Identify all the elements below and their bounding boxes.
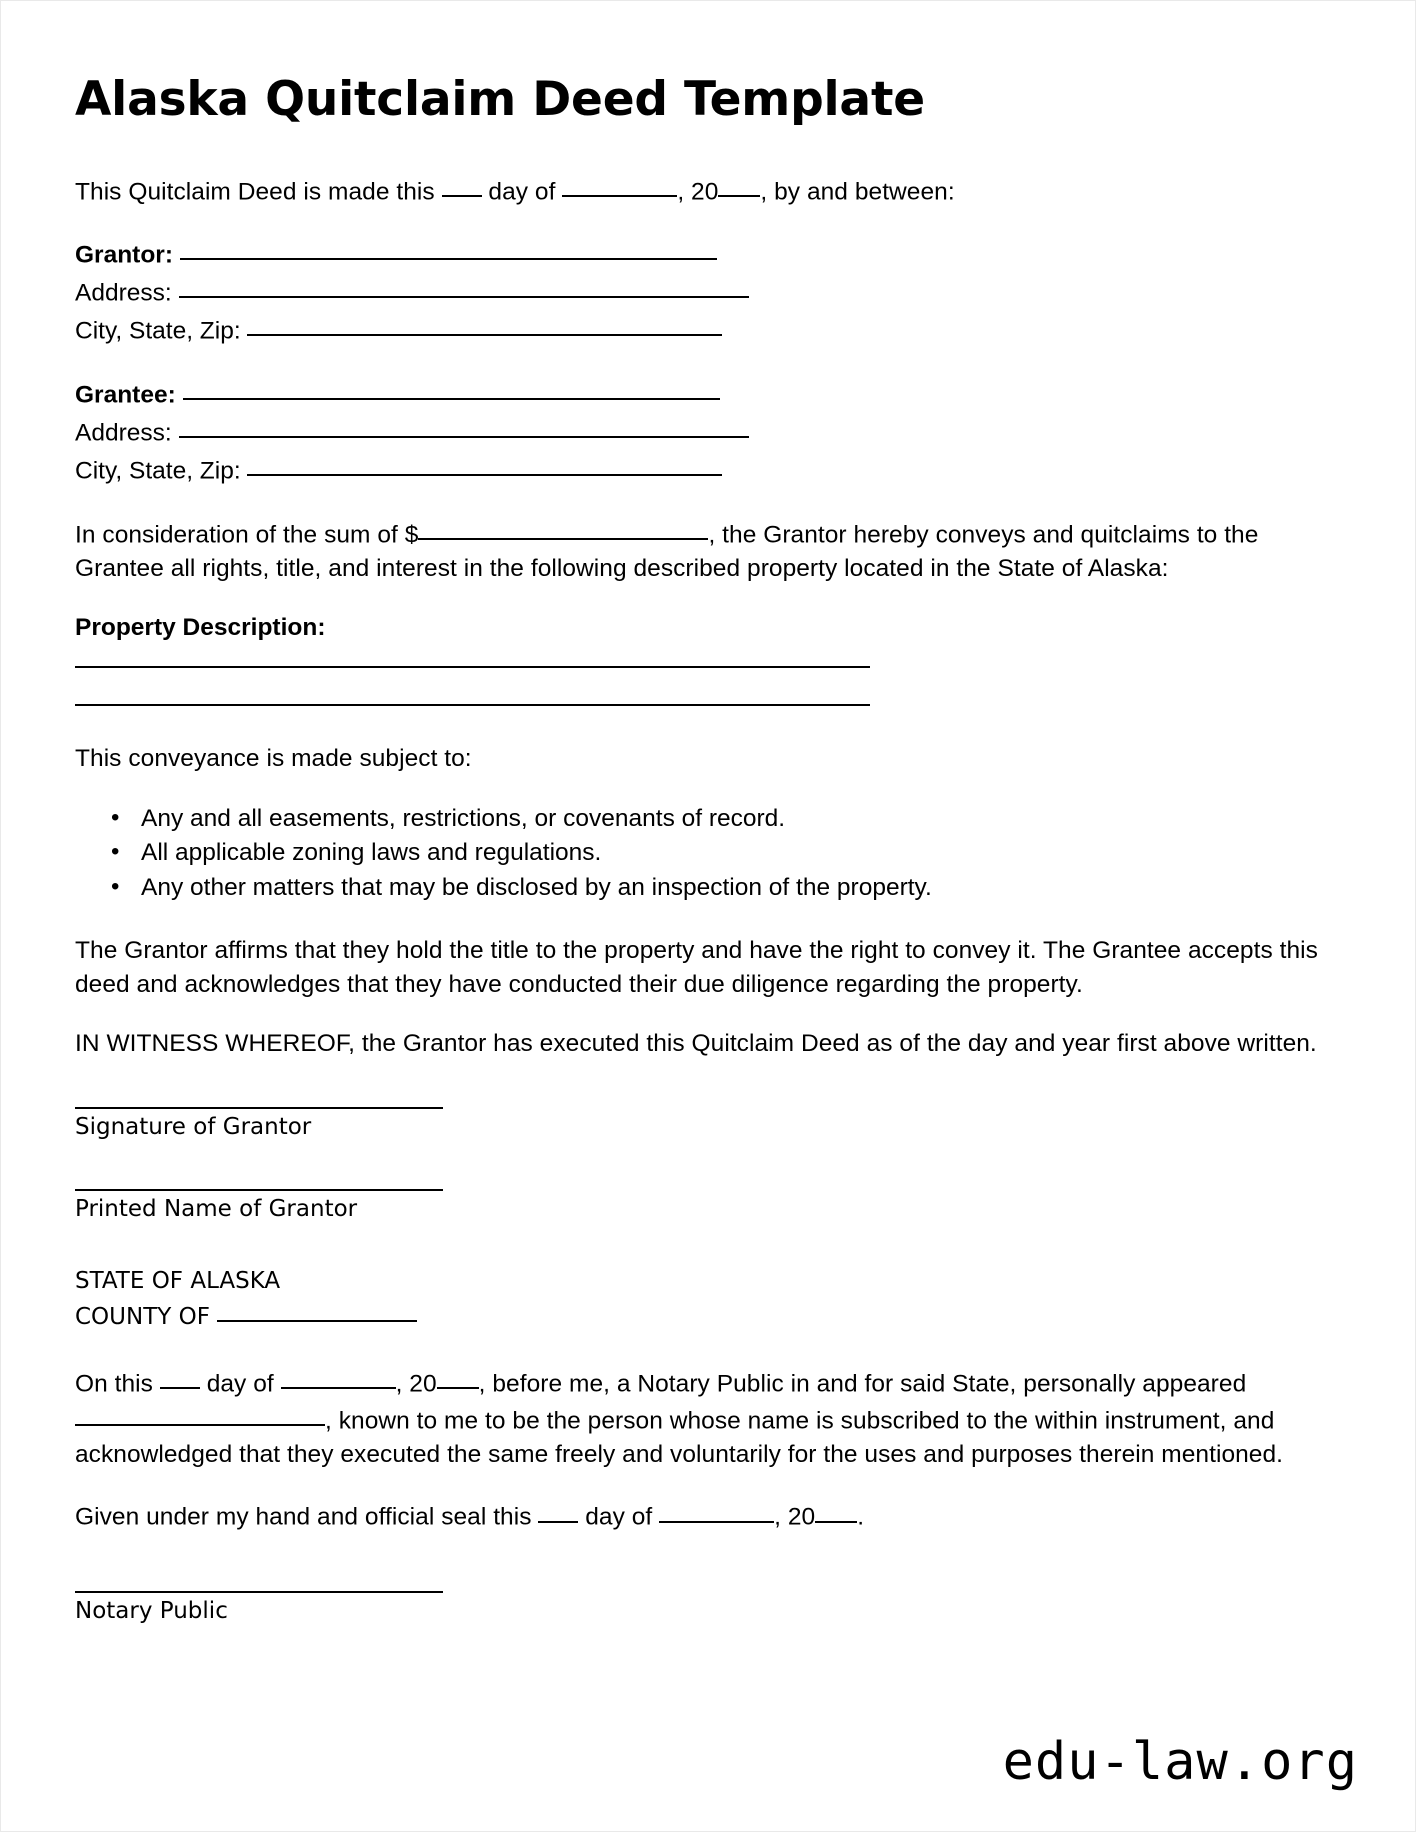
consideration-paragraph xyxy=(75,515,1340,586)
grantor-signature-group xyxy=(75,1107,1340,1143)
seal-month-blank[interactable] xyxy=(659,1497,774,1522)
grantor-signature-line[interactable] xyxy=(75,1107,443,1109)
ack-month-blank[interactable] xyxy=(281,1364,396,1389)
site-watermark: edu-law.org xyxy=(1002,1732,1358,1792)
grantor-address-blank[interactable] xyxy=(179,273,749,298)
grantee-name-blank[interactable] xyxy=(183,375,720,400)
consideration-amount-blank[interactable] xyxy=(418,515,708,540)
grantee-block xyxy=(75,375,1340,489)
seal-seg1: Given under my hand and official seal this xyxy=(75,1503,532,1531)
list-item: • Any and all easements, restrictions, or covenants of record. xyxy=(75,802,1340,837)
ack-seg3: , 20 xyxy=(395,1369,437,1397)
ack-seg1: On this xyxy=(75,1369,153,1397)
list-item: • Any other matters that may be disclosed by an inspection of the property. xyxy=(75,871,1340,906)
grantor-printed-name-caption: Printed Name of Grantor xyxy=(75,1196,358,1223)
list-item: • All applicable zoning laws and regulations. xyxy=(75,836,1340,871)
grantor-printed-name-group xyxy=(75,1189,1340,1225)
grantor-citystatezip-blank[interactable] xyxy=(247,311,722,336)
ack-seg2: day of xyxy=(206,1369,274,1397)
intro-year-prefix: , 20 xyxy=(677,177,719,205)
consideration-before-amount: In consideration of the sum of $ xyxy=(75,521,419,549)
notary-signature-group xyxy=(75,1591,1340,1627)
seal-year-blank[interactable] xyxy=(815,1497,857,1522)
intro-paragraph xyxy=(75,172,1340,209)
intro-year-blank[interactable] xyxy=(718,172,760,197)
property-description-blank-line-2[interactable] xyxy=(75,704,870,706)
seal-paragraph xyxy=(75,1497,1340,1534)
acknowledgment-paragraph xyxy=(75,1364,1340,1472)
grantor-label: Grantor: xyxy=(75,241,173,269)
grantee-citystatezip-row xyxy=(75,451,1340,489)
property-description-heading: Property Description: xyxy=(75,613,326,641)
state-line: STATE OF ALASKA xyxy=(75,1268,281,1295)
intro-before-day: This Quitclaim Deed is made this xyxy=(75,177,435,205)
seal-day-blank[interactable] xyxy=(538,1497,578,1522)
grantee-label: Grantee: xyxy=(75,381,176,409)
grantor-printed-name-line[interactable] xyxy=(75,1189,443,1191)
grantor-citystatezip-label: City, State, Zip: xyxy=(75,317,241,345)
intro-month-blank[interactable] xyxy=(562,172,677,197)
subject-to-intro: This conveyance is made subject to: xyxy=(75,744,472,772)
seal-seg2: day of xyxy=(585,1503,653,1531)
ack-person-blank[interactable] xyxy=(75,1401,325,1426)
county-blank[interactable] xyxy=(217,1298,417,1322)
grantor-citystatezip-row xyxy=(75,311,1340,349)
ack-seg5: , known to me to be the person whose name is subscribed to the within instrument, and acknowledged that they executed the same freely and voluntarily for the uses and purposes therein mentioned. xyxy=(75,1406,1284,1468)
affirmation-paragraph: The Grantor affirms that they hold the title to the property and have the right to convey it. The Grantee accepts this deed and acknowledges that they have conducted their due diligence regarding the property. xyxy=(75,936,1318,998)
county-line xyxy=(75,1298,1340,1334)
witness-paragraph: IN WITNESS WHEREOF, the Grantor has executed this Quitclaim Deed as of the day and year first above written. xyxy=(75,1030,1317,1058)
document-body xyxy=(75,74,1340,1627)
property-description-blank-line-1[interactable] xyxy=(75,666,870,668)
grantee-address-blank[interactable] xyxy=(179,413,749,438)
page-title: Alaska Quitclaim Deed Template xyxy=(75,72,925,127)
county-label: COUNTY OF xyxy=(75,1303,210,1330)
grantee-address-row xyxy=(75,413,1340,451)
grantor-address-label: Address: xyxy=(75,279,172,307)
intro-day-blank[interactable] xyxy=(442,172,482,197)
ack-year-blank[interactable] xyxy=(437,1364,479,1389)
grantor-name-blank[interactable] xyxy=(180,235,717,260)
grantor-name-row xyxy=(75,235,1340,273)
consideration-after-amount: , the Grantor hereby conveys and quitclaims to the Grantee all rights, title, and interest in the following described property located in the State of Alaska: xyxy=(75,521,1259,583)
ack-day-blank[interactable] xyxy=(160,1364,200,1389)
notary-signature-caption: Notary Public xyxy=(75,1597,228,1624)
jurisdiction-block xyxy=(75,1265,1340,1333)
grantor-signature-caption: Signature of Grantor xyxy=(75,1114,312,1141)
intro-day-of: day of xyxy=(488,177,556,205)
grantee-citystatezip-blank[interactable] xyxy=(247,451,722,476)
ack-seg4: , before me, a Notary Public in and for said State, personally appeared xyxy=(478,1369,1247,1397)
notary-signature-line[interactable] xyxy=(75,1591,443,1593)
grantor-block xyxy=(75,235,1340,349)
subject-to-list xyxy=(75,802,1340,906)
grantee-citystatezip-label: City, State, Zip: xyxy=(75,457,241,485)
seal-seg3: , 20 xyxy=(774,1503,816,1531)
intro-after-year: , by and between: xyxy=(760,177,955,205)
grantee-address-label: Address: xyxy=(75,419,172,447)
grantee-name-row xyxy=(75,375,1340,413)
seal-seg4: . xyxy=(857,1503,865,1531)
grantor-address-row xyxy=(75,273,1340,311)
